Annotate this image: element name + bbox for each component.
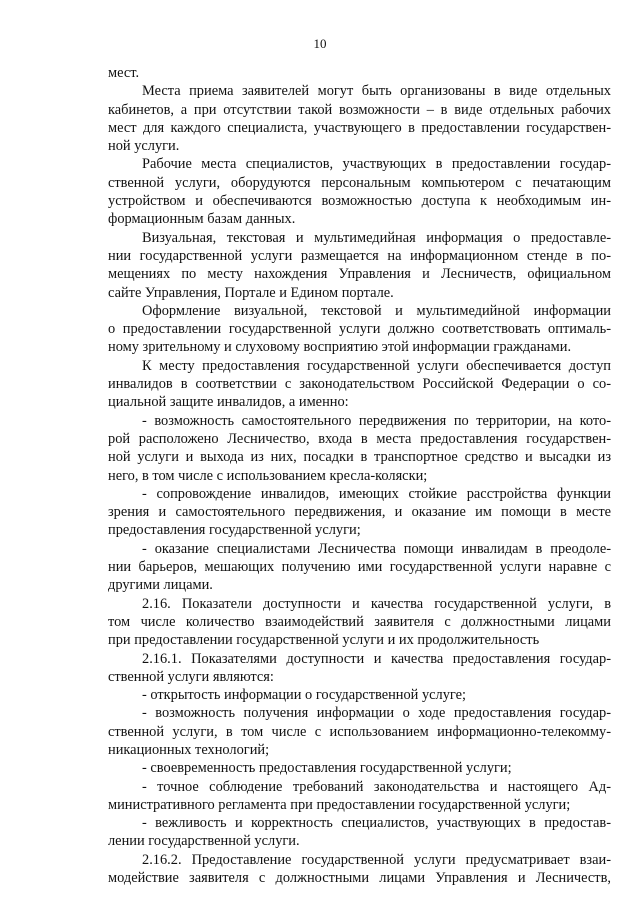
- page-number: 10: [313, 36, 327, 51]
- text-line: инвалидов в соответствии с законодательством Российской Федерации о со-: [108, 376, 611, 393]
- text-line: мест.: [108, 65, 140, 81]
- text-line: ственной услуги являются:: [108, 668, 274, 685]
- text-line: министративного регламента при предоставлении государственной услуги;: [108, 796, 571, 813]
- text-line: ному зрительному и слуховому восприятию этой информации гражданами.: [108, 339, 572, 356]
- text-line: формационным базам данных.: [108, 211, 296, 228]
- text-line: предоставления государственной услуги;: [108, 522, 361, 539]
- text-line: Визуальная, текстовая и мультимедийная информация о предоставле-: [142, 229, 611, 246]
- text-line: ственной услуги, в том числе с использованием информационно-телекомму-: [108, 723, 611, 740]
- text-line: модействие заявителя с должностными лицами Управления и Лесничеств,: [108, 870, 611, 887]
- text-line: Оформление визуальной, текстовой и мультимедийной информации: [142, 302, 611, 319]
- text-line: нии государственной услуги размещается на информационном стенде в по-: [108, 247, 611, 264]
- text-line: кабинетов, а при отсутствии такой возможности – в виде отдельных рабочих: [108, 101, 611, 118]
- text-line: - вежливость и корректность специалистов, участвующих в предостав-: [142, 815, 611, 832]
- text-line: - возможность самостоятельного передвижения по территории, на кото-: [142, 412, 611, 429]
- text-line: нии барьеров, мешающих получению ими государственной услуги наравне с: [108, 559, 611, 576]
- text-line: ной услуги и выхода из них, посадки в транспортное средство и высадки из: [108, 449, 611, 466]
- text-line: никационных технологий;: [108, 741, 270, 758]
- text-line: - сопровождение инвалидов, имеющих стойкие расстройства функции: [142, 485, 611, 502]
- text-line: при предоставлении государственной услуги и их продолжительность: [108, 632, 540, 649]
- text-line: лении государственной услуги.: [108, 833, 300, 850]
- text-line: устройством и обеспечиваются возможностью доступа к необходимым ин-: [108, 193, 611, 210]
- text-line: - возможность получения информации о ходе предоставления государ-: [142, 705, 611, 722]
- text-line: циальной защите инвалидов, а именно:: [108, 394, 349, 411]
- text-line: Рабочие места специалистов, участвующих в предоставлении государ-: [142, 156, 611, 173]
- text-line: том числе количество взаимодействий заявителя с должностными лицами: [108, 613, 611, 630]
- text-line: ственной услуги, оборудуются персональным компьютером с печатающим: [108, 174, 611, 191]
- body-text: [108, 64, 611, 887]
- text-line: зрения и самостоятельного передвижения, и оказание им помощи в месте: [108, 504, 611, 521]
- text-line: - открытость информации о государственной услуге;: [142, 687, 467, 704]
- text-line: - точное соблюдение требований законодательства и настоящего Ад-: [142, 778, 611, 795]
- text-line: Места приема заявителей могут быть организованы в виде отдельных: [142, 83, 611, 100]
- text-line: мещениях по месту нахождения Управления и Лесничеств, официальном: [108, 266, 611, 283]
- text-line: мест для каждого специалиста, участвующего в предоставлении государствен-: [108, 119, 611, 136]
- text-line: ной услуги.: [108, 138, 180, 155]
- text-line: 2.16.1. Показателями доступности и качества предоставления государ-: [142, 650, 611, 667]
- text-line: - своевременность предоставления государственной услуги;: [142, 760, 512, 777]
- text-line: о предоставлении государственной услуги должно соответствовать оптималь-: [108, 321, 611, 338]
- text-line: другими лицами.: [108, 577, 213, 594]
- text-line: 2.16.2. Предоставление государственной услуги предусматривает взаи-: [142, 851, 611, 868]
- text-line: К месту предоставления государственной услуги обеспечивается доступ: [142, 357, 611, 374]
- text-line: - оказание специалистами Лесничества помощи инвалидам в преодоле-: [142, 540, 611, 557]
- text-line: него, в том числе с использованием кресла-коляски;: [108, 467, 428, 484]
- text-line: сайте Управления, Портале и Едином портале.: [108, 284, 394, 301]
- text-line: 2.16. Показатели доступности и качества государственной услуги, в: [142, 595, 611, 612]
- text-line: рой расположено Лесничество, входа в места предоставления государствен-: [108, 430, 611, 447]
